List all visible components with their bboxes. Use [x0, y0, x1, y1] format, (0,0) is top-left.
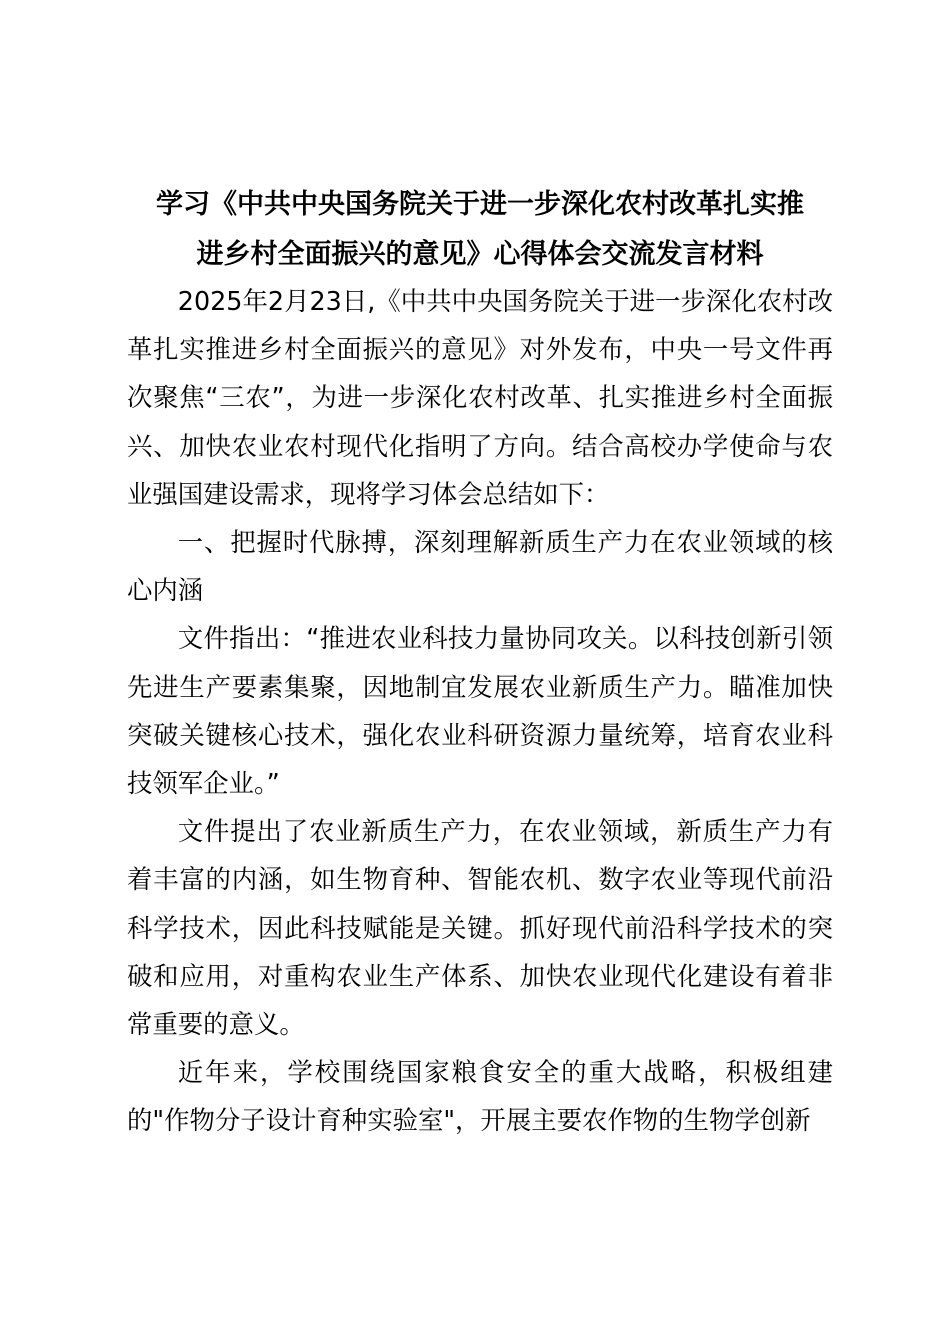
paragraph-intro: 2025年2月23日,《中共中央国务院关于进一步深化农村改革扎实推进乡村全面振兴的意见》对外发布，中央一号文件再次聚焦“三农”，为进一步深化农村改革、扎实推进乡村全面振兴、加快农业农村现代化指明了方向。结合高校办学使命与农业强国建设需求，现将学习体会总结如下：: [127, 286, 833, 509]
paragraph-new-productivity: 文件提出了农业新质生产力，在农业领域，新质生产力有着丰富的内涵，如生物育种、智能农机、数字农业等现代前沿科学技术，因此科技赋能是关键。抓好现代前沿科学技术的突破和应用，对重构农业生产体系、加快农业现代化建设有着非常重要的意义。: [127, 816, 833, 1040]
document-title-line-2: 进乡村全面振兴的意见》心得体会交流发言材料: [196, 239, 764, 270]
paragraph-quote: 文件指出：“推进农业科技力量协同攻关。以科技创新引领先进生产要素集聚，因地制宜发展农业新质生产力。瞄准加快突破关键核心技术，强化农业科研资源力量统筹，培育农业科技领军企业。”: [127, 623, 833, 799]
section-heading-1: 一、把握时代脉搏，深刻理解新质生产力在农业领域的核心内涵: [127, 527, 833, 606]
paragraph-school-practice: 近年来，学校围绕国家粮食安全的重大战略，积极组建的"作物分子设计育种实验室"，开展主要农作物的生物学创新: [127, 1057, 833, 1136]
document-title-line-1: 学习《中共中央国务院关于进一步深化农村改革扎实推: [156, 189, 804, 220]
document-body: [127, 277, 833, 1145]
